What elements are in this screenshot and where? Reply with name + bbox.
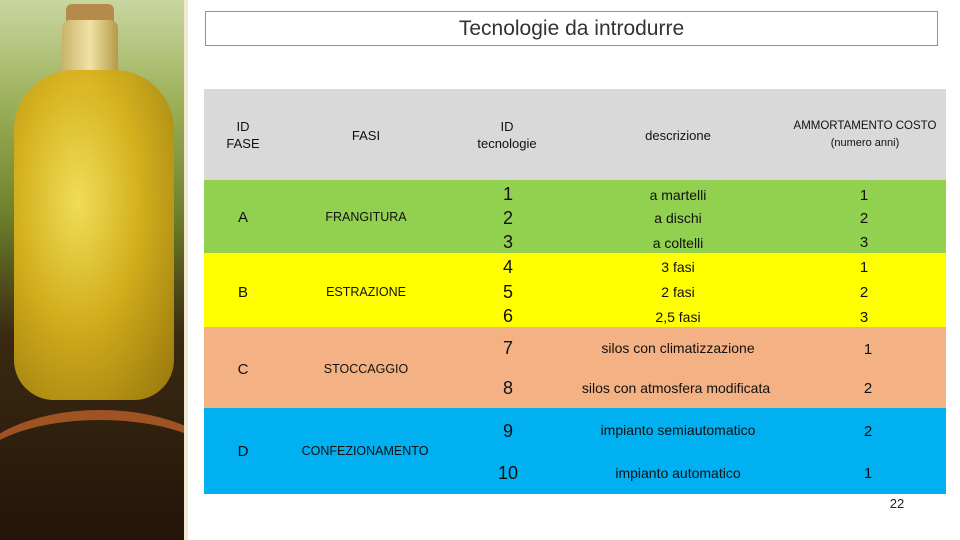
tech-id-10: 10 xyxy=(497,462,519,483)
oil-bottle xyxy=(14,70,174,400)
phase-name-a: FRANGITURA xyxy=(325,210,407,224)
tech-years-1: 1 xyxy=(859,186,869,204)
tech-years-9: 2 xyxy=(863,422,873,440)
tech-years-5: 2 xyxy=(859,283,869,301)
tech-years-7: 1 xyxy=(863,340,873,358)
tech-desc-6: 2,5 fasi xyxy=(655,309,701,325)
header-ammortamento-label: AMMORTAMENTO COSTO xyxy=(793,120,937,132)
tech-desc-1: a martelli xyxy=(649,187,707,203)
tech-desc-3: a coltelli xyxy=(652,235,704,251)
tech-id-9: 9 xyxy=(502,420,513,441)
tech-id-5: 5 xyxy=(502,281,513,302)
tech-desc-8: silos con atmosfera modificata xyxy=(581,380,771,396)
tech-desc-9: impianto semiautomatico xyxy=(600,422,756,438)
phase-id-d: D xyxy=(237,442,249,460)
technology-table xyxy=(204,89,946,494)
tech-desc-7: silos con climatizzazione xyxy=(601,340,755,356)
tech-years-2: 2 xyxy=(859,209,869,227)
header-id-fase-line1: ID xyxy=(236,119,250,134)
header-ammortamento-sub: (numero anni) xyxy=(830,137,900,149)
header-id-fase-line2: FASE xyxy=(226,136,260,151)
olive-oil-photo xyxy=(0,0,188,540)
header-id-tec-line1: ID xyxy=(500,119,514,134)
header-fasi: FASI xyxy=(351,127,381,143)
tech-id-1: 1 xyxy=(502,183,513,204)
header-ammortamento xyxy=(784,117,946,153)
phase-id-a: A xyxy=(237,208,248,226)
header-id-tecnologie xyxy=(458,117,556,153)
decorative-swirl xyxy=(0,410,188,540)
header-id-fase xyxy=(204,117,282,153)
header-id-tec-line2: tecnologie xyxy=(477,136,537,151)
tech-years-3: 3 xyxy=(859,233,869,251)
tech-id-6: 6 xyxy=(502,305,513,326)
tech-years-4: 1 xyxy=(859,258,869,276)
tech-id-7: 7 xyxy=(502,337,513,358)
tech-id-3: 3 xyxy=(502,231,513,252)
phase-name-d: CONFEZIONAMENTO xyxy=(301,444,429,458)
slide-title: Tecnologie da introdurre xyxy=(205,11,938,46)
tech-desc-2: a dischi xyxy=(654,210,702,226)
tech-id-4: 4 xyxy=(502,256,513,277)
header-descrizione: descrizione xyxy=(645,127,711,143)
page-number: 22 xyxy=(889,496,905,511)
tech-desc-4: 3 fasi xyxy=(661,259,695,275)
tech-years-10: 1 xyxy=(863,464,873,482)
tech-id-2: 2 xyxy=(502,207,513,228)
tech-id-8: 8 xyxy=(502,377,513,398)
phase-id-b: B xyxy=(237,283,248,301)
tech-desc-5: 2 fasi xyxy=(661,284,695,300)
phase-name-b: ESTRAZIONE xyxy=(326,285,406,299)
tech-desc-10: impianto automatico xyxy=(615,465,741,481)
phase-name-c: STOCCAGGIO xyxy=(323,362,409,376)
phase-id-c: C xyxy=(237,360,249,378)
tech-years-6: 3 xyxy=(859,308,869,326)
tech-years-8: 2 xyxy=(863,379,873,397)
photo-edge xyxy=(184,0,188,540)
